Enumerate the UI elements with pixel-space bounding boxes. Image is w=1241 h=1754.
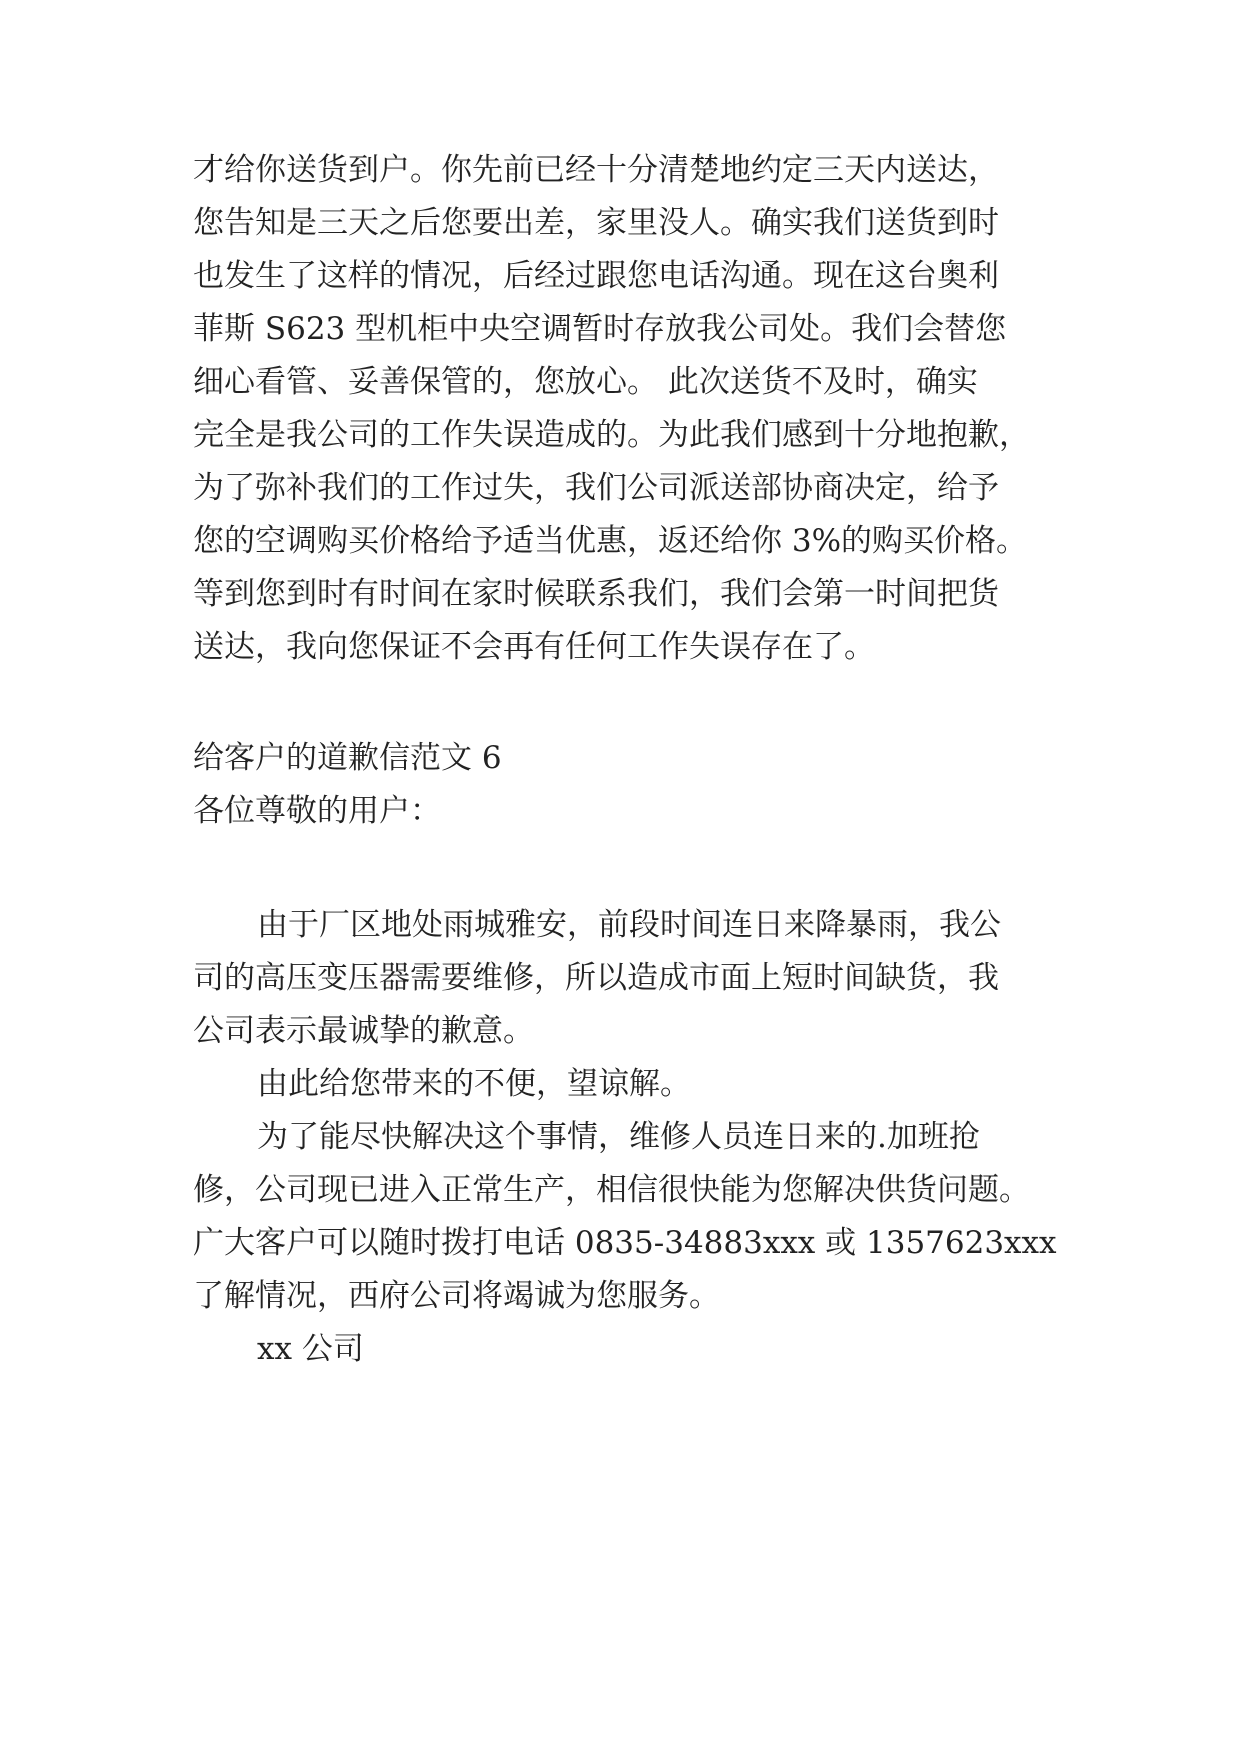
- paragraph-line: 为了能尽快解决这个事情，维修人员连日来的.加班抢: [257, 1119, 980, 1155]
- paragraph-line: 修，公司现已进入正常生产，相信很快能为您解决供货问题。: [193, 1172, 1030, 1208]
- paragraph-line: 菲斯 S623 型机柜中央空调暂时存放我公司处。我们会替您: [193, 311, 1007, 347]
- paragraph-line: 才给你送货到户。你先前已经十分清楚地约定三天内送达，: [193, 152, 999, 188]
- paragraph-line: 公司表示最诚挚的歉意。: [193, 1013, 534, 1049]
- paragraph-line: 为了弥补我们的工作过失，我们公司派送部协商决定，给予: [193, 470, 999, 506]
- paragraph-line: 也发生了这样的情况，后经过跟您电话沟通。现在这台奥利: [193, 258, 999, 294]
- paragraph-line: 您告知是三天之后您要出差，家里没人。确实我们送货到时: [193, 205, 999, 241]
- paragraph-line: 广大客户可以随时拨打电话 0835-34883xxx 或 1357623xxx: [193, 1225, 1057, 1261]
- paragraph-line: 细心看管、妥善保管的，您放心。 此次送货不及时，确实: [193, 364, 978, 400]
- paragraph-line: 由于厂区地处雨城雅安，前段时间连日来降暴雨，我公: [257, 907, 1001, 943]
- signature: xx 公司: [257, 1331, 364, 1367]
- paragraph-line: 您的空调购买价格给予适当优惠，返还给你 3%的购买价格。: [193, 523, 1028, 559]
- paragraph-line: 由此给您带来的不便，望谅解。: [257, 1066, 691, 1102]
- section-title: 给客户的道歉信范文 6: [193, 740, 502, 776]
- salutation: 各位尊敬的用户：: [193, 793, 441, 829]
- paragraph-line: 送达，我向您保证不会再有任何工作失误存在了。: [193, 629, 875, 665]
- paragraph-line: 了解情况，西府公司将竭诚为您服务。: [193, 1278, 720, 1314]
- paragraph-line: 司的高压变压器需要维修，所以造成市面上短时间缺货，我: [193, 960, 999, 996]
- paragraph-line: 完全是我公司的工作失误造成的。为此我们感到十分地抱歉，: [193, 417, 1030, 453]
- paragraph-line: 等到您到时有时间在家时候联系我们，我们会第一时间把货: [193, 576, 999, 612]
